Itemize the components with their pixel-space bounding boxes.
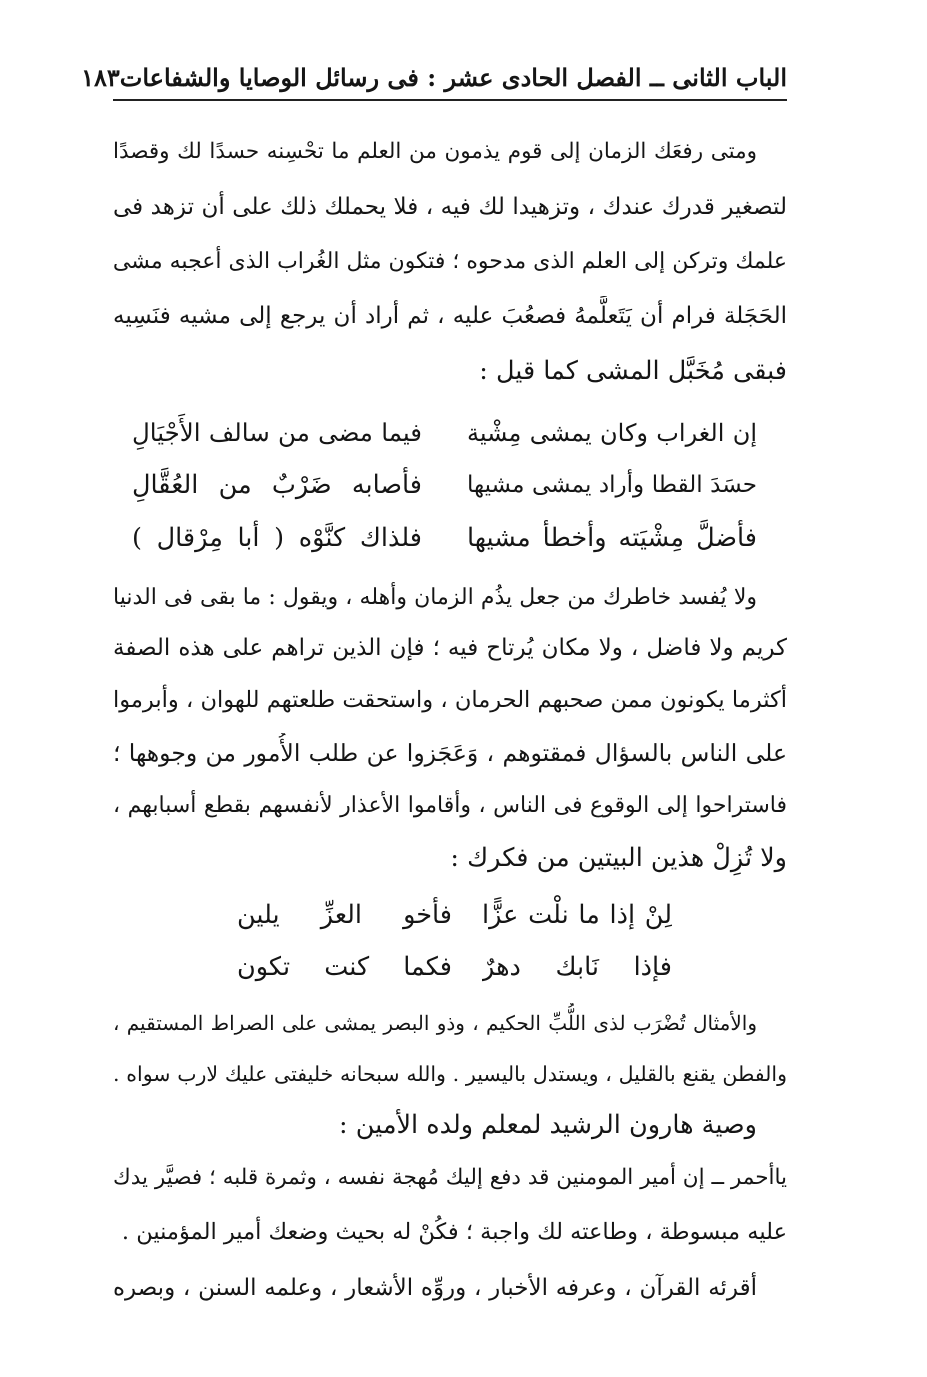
text-line: أكثرما يكونون ممن صحبهم الحرمان ، واستحقت طلعتهم للهوان ، وأبرموا bbox=[113, 687, 787, 713]
text-line: لتصغير قدرك عندك ، وتزهيدا لك فيه ، فلا يحملك ذلك على أن تزهد فى bbox=[113, 194, 787, 220]
text-line: كريم ولا فاضل ، ولا مكان يُرتاح فيه ؛ فإن الذين تراهم على هذه الصفة bbox=[113, 635, 787, 661]
text-line: والأمثال تُضْرَب لذى اللُّبِّ الحكيم ، وذو البصر يمشى على الصراط المستقيم ، bbox=[113, 1011, 757, 1035]
header-rule bbox=[113, 99, 787, 101]
text-line: علمك وتركن إلى العلم الذى مدحوه ؛ فتكون مثل الغُراب الذى أعجبه مشى bbox=[113, 249, 787, 274]
verse bbox=[0, 518, 927, 562]
text-line: أقرئه القرآن ، وعرفه الأخبار ، وروِّه الأشعار ، وعلمه السنن ، وبصره bbox=[113, 1275, 757, 1301]
text-line: ولا تُزِلْ هذين البيتين من فكرك : bbox=[450, 843, 787, 873]
verse-second-hemistich: فلذاك كنَّوْه ( أبا مِرْقال ) bbox=[132, 523, 422, 553]
text-line: على الناس بالسؤال فمقتوهم ، وَعَجَزوا عن طلب الأُمور من وجوهها ؛ bbox=[113, 739, 787, 767]
text-line: عليه مبسوطة ، وطاعته لك واجبة ؛ فكُنْ له بحيث وضعك أمير المؤمنين . bbox=[121, 1219, 787, 1245]
text-line: ومتى رفعَك الزمان إلى قوم يذمون من العلم ما تحْسِنه حسدًا لك وقصدًا bbox=[113, 139, 757, 164]
page-number: ١٨٣ bbox=[81, 63, 120, 92]
text-line: الحَجَلة فرام أن يَتَعلَّمهُ فصعُبَ عليه ، ثم أراد أن يرجع إلى مشيه فنَسِيه bbox=[113, 303, 787, 329]
running-header-title: الباب الثانى ــ الفصل الحادى عشر : فى رسائل الوصايا والشفاعات bbox=[119, 63, 787, 92]
text-line: فبقى مُخَبَّل المشى كما قيل : bbox=[479, 356, 787, 386]
verse-first-hemistich: فإذا نَابك دهرٌ bbox=[482, 952, 672, 982]
verse-first-hemistich: إن الغراب وكان يمشى مِشْية bbox=[467, 419, 757, 447]
verse-second-hemistich: فيما مضى من سالف الأَجْيَالِ bbox=[132, 418, 422, 447]
verse bbox=[0, 895, 927, 939]
verse-first-hemistich: لِنْ إذا ما نلْت عزًّا bbox=[482, 900, 672, 930]
section-heading: وصية هارون الرشيد لمعلم ولده الأمين : bbox=[339, 1110, 757, 1140]
verse bbox=[0, 947, 927, 991]
verse-first-hemistich: حسَدَ القطا وأراد يمشى مشيها bbox=[467, 472, 757, 498]
running-header bbox=[81, 52, 787, 92]
text-line: والفطن يقنع بالقليل ، ويستدل باليسير . والله سبحانه خليفتى عليك لارب سواه . bbox=[113, 1062, 787, 1086]
text-line: فاستراحوا إلى الوقوع فى الناس ، وأقاموا الأعذار لأنفسهم بقطع أسبابهم ، bbox=[113, 793, 787, 818]
verse-second-hemistich: فأخو العزِّ يلين bbox=[237, 900, 452, 930]
verse-first-hemistich: فأضلَّ مِشْيَته وأخطأ مشيها bbox=[467, 523, 757, 553]
verse-second-hemistich: فأصابه ضَرْبٌ من العُقَّالِ bbox=[132, 470, 422, 500]
verse-second-hemistich: فكما كنت تكون bbox=[237, 952, 452, 982]
verse bbox=[0, 413, 927, 457]
text-line: ياأحمر ــ إن أمير المومنين قد دفع إليك مُهجة نفسه ، وثمرة قلبه ؛ فصيَّر يدك bbox=[113, 1165, 787, 1190]
text-line: ولا يُفسد خاطرك من جعل يذُم الزمان وأهله ، ويقول : ما بقى فى الدنيا bbox=[113, 585, 757, 610]
verse bbox=[0, 465, 927, 509]
